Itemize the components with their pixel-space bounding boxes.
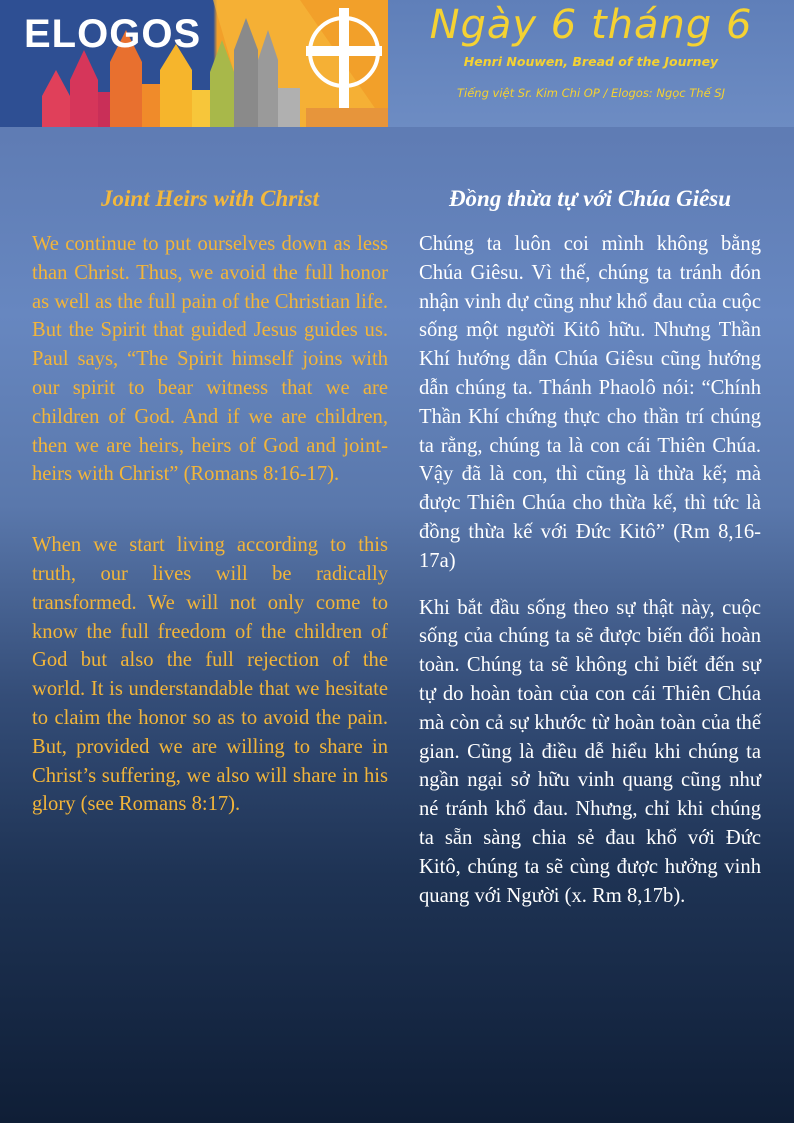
vietnamese-heading: Đồng thừa tự với Chúa Giêsu <box>448 186 732 211</box>
title-panel <box>388 0 794 127</box>
english-paragraph-2: When we start living according to this truth, our lives will be radically transformed. We will not only come to know the full freedom of the children of God but also the full rejection of the world. It is understandable that we hesitate to claim the honor so as to avoid the pain. But, provided we are willing to share in Christ’s suffering, we also will share in his glory (see Romans 8:17). <box>32 534 388 816</box>
source-subtitle: Henri Nouwen, Bread of the Journey <box>463 54 719 69</box>
date-title: Ngày 6 tháng 6 <box>429 2 753 48</box>
english-heading: Joint Heirs with Christ <box>101 186 319 211</box>
elogos-logo-banner <box>0 0 388 127</box>
header <box>0 0 794 127</box>
vietnamese-paragraph-2: Khi bắt đầu sống theo sự thật này, cuộc sống của chúng ta sẽ được biến đổi hoàn toàn. Chúng ta sẽ không chỉ biết đến sự tự do hoàn toàn của con cái Thiên Chúa mà còn cả sự khước từ hoàn toàn của thế gian. Cũng là điều dễ hiểu khi chúng ta ngần ngại sở hữu vinh quang cũng như né tránh khổ đau. Nhưng, chỉ khi chúng ta sẵn sàng chia sẻ đau khổ với Đức Kitô, chúng ta sẽ cùng được hưởng vinh quang với Người (x. Rm 8,17b). <box>419 596 761 907</box>
vietnamese-column <box>419 186 761 910</box>
translator-credit: Tiếng việt Sr. Kim Chi OP / Elogos: Ngọc Thế SJ <box>456 86 725 100</box>
vietnamese-paragraph-1: Chúng ta luôn coi mình không bằng Chúa Giêsu. Vì thế, chúng ta tránh đón nhận vinh dự cũng như khổ đau của cuộc sống một người Kitô hữu. Nhưng Thần Khí hướng dẫn Chúa Giêsu cũng hướng dẫn chúng ta. Thánh Phaolô nói: “Chính Thần Khí chứng thực cho thần trí chúng ta rằng, chúng ta là con cái Thiên Chúa. Vậy đã là con, thì cũng là thừa kế; mà được Thiên Chúa cho thừa kế, thì tức là đồng thừa kế với Đức Kitô” (Rm 8,16-17a) <box>419 233 761 572</box>
english-paragraph-1: We continue to put ourselves down as less than Christ. Thus, we avoid the full honor as well as the full pain of the Christian life. But the Spirit that guided Jesus guides us. Paul says, “The Spirit himself joins with our spirit to bear witness that we are children of God. And if we are children, then we are heirs, heirs of God and joint-heirs with Christ” (Romans 8:16-17). <box>32 233 388 486</box>
english-column <box>32 186 388 819</box>
logo-text: ELOGOS <box>24 12 202 56</box>
